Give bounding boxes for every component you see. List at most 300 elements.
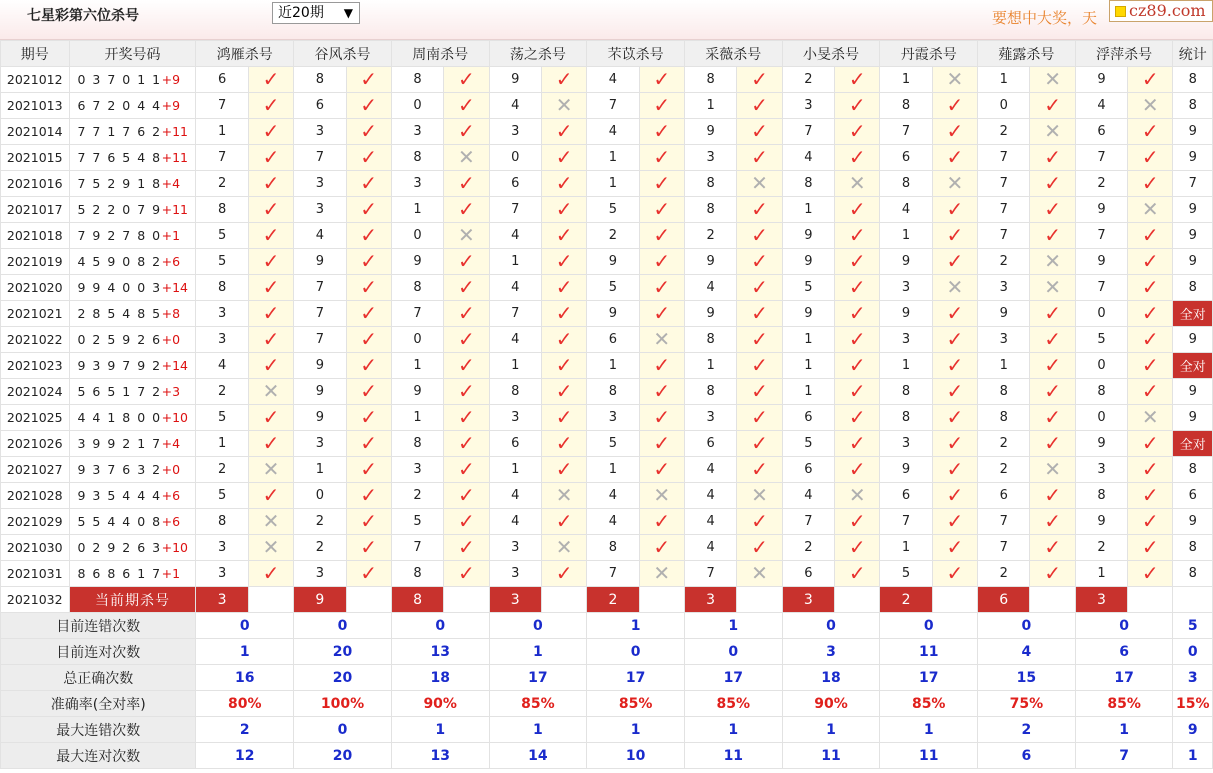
- stats-value: 1: [880, 717, 978, 743]
- header-draw-numbers: 开奖号码: [69, 41, 196, 67]
- check-mark-icon: ✓: [946, 483, 964, 507]
- kill-number: 6: [684, 431, 736, 457]
- header-method-7: 小旻杀号: [782, 41, 880, 67]
- issue-cell: 2021012: [1, 67, 70, 93]
- kill-number: 1: [880, 67, 932, 93]
- kill-number: 0: [1075, 353, 1127, 379]
- check-mark-icon: ✓: [458, 431, 475, 455]
- row-stat: 全对: [1173, 301, 1213, 327]
- check-mark-icon: ✓: [653, 223, 671, 247]
- stats-value: 0: [880, 613, 978, 639]
- kill-number: 7: [294, 301, 346, 327]
- kill-number: 8: [1075, 379, 1127, 405]
- stats-row: [1, 743, 1213, 769]
- kill-number: 9: [782, 223, 834, 249]
- stats-value: 80%: [196, 691, 294, 717]
- result-mark: [639, 301, 684, 327]
- result-mark: [248, 457, 293, 483]
- result-mark: [932, 483, 977, 509]
- kill-number: 3: [880, 431, 932, 457]
- kill-number: 9: [880, 249, 932, 275]
- draw-sum: +10: [161, 540, 188, 555]
- stats-total: 15%: [1173, 691, 1213, 717]
- kill-number: 1: [587, 353, 639, 379]
- result-mark: [835, 197, 880, 223]
- table-row: [1, 145, 1213, 171]
- check-mark-icon: ✓: [360, 509, 378, 533]
- result-mark: [835, 327, 880, 353]
- issue-cell: 2021027: [1, 457, 70, 483]
- result-mark: [346, 223, 391, 249]
- result-mark: [639, 119, 684, 145]
- draw-sum: +4: [161, 176, 181, 191]
- kill-number: 8: [391, 275, 443, 301]
- stats-label: 最大连错次数: [1, 717, 196, 743]
- check-mark-icon: ✓: [360, 457, 378, 481]
- table-row: [1, 561, 1213, 587]
- kill-number: 8: [196, 197, 248, 223]
- issue-cell: 2021028: [1, 483, 70, 509]
- result-mark: [932, 379, 977, 405]
- stats-value: 0: [489, 613, 587, 639]
- current-label: 当前期杀号: [69, 587, 196, 613]
- issue-cell: 2021021: [1, 301, 70, 327]
- check-mark-icon: ✓: [946, 431, 964, 455]
- kill-number: 6: [1075, 119, 1127, 145]
- result-mark: [346, 145, 391, 171]
- header-method-5: 芣苡杀号: [587, 41, 685, 67]
- stats-value: 85%: [489, 691, 587, 717]
- check-mark-icon: ✓: [946, 535, 964, 559]
- kill-number: 0: [391, 223, 443, 249]
- result-mark: [541, 457, 586, 483]
- check-mark-icon: ✓: [751, 275, 768, 299]
- result-mark: [1030, 405, 1075, 431]
- stats-value: 17: [880, 665, 978, 691]
- check-mark-icon: ✓: [1141, 275, 1159, 299]
- result-mark: [541, 509, 586, 535]
- result-mark: [346, 93, 391, 119]
- result-mark: [1030, 93, 1075, 119]
- kill-number: 4: [587, 67, 639, 93]
- check-mark-icon: ✓: [946, 353, 964, 377]
- result-mark: [248, 561, 293, 587]
- draw-numbers: 0 3 7 0 1 1: [77, 72, 162, 87]
- stats-value: 1: [782, 717, 880, 743]
- check-mark-icon: ✓: [751, 223, 768, 247]
- kill-number: 4: [587, 119, 639, 145]
- check-mark-icon: ✓: [262, 145, 280, 169]
- kill-number: 3: [880, 327, 932, 353]
- current-empty: [932, 587, 977, 613]
- kill-number: 2: [978, 561, 1030, 587]
- kill-number: 4: [684, 275, 736, 301]
- kill-number-table: [0, 40, 1213, 769]
- current-empty: [541, 587, 586, 613]
- kill-number: 1: [684, 93, 736, 119]
- draw-numbers: 7 7 6 5 4 8: [77, 150, 162, 165]
- result-mark: [639, 509, 684, 535]
- kill-number: 3: [391, 457, 443, 483]
- kill-number: 8: [684, 379, 736, 405]
- kill-number: 7: [587, 561, 639, 587]
- result-mark: [1128, 93, 1173, 119]
- kill-number: 9: [294, 405, 346, 431]
- table-row: [1, 93, 1213, 119]
- current-stat-empty: [1173, 587, 1213, 613]
- check-mark-icon: ✓: [262, 171, 280, 195]
- kill-number: 8: [978, 379, 1030, 405]
- kill-number: 1: [196, 119, 248, 145]
- kill-number: 8: [391, 431, 443, 457]
- draw-numbers: 3 9 9 2 1 7: [77, 436, 162, 451]
- check-mark-icon: ✓: [555, 457, 573, 481]
- current-empty: [1128, 587, 1173, 613]
- table-row: [1, 171, 1213, 197]
- stats-label: 总正确次数: [1, 665, 196, 691]
- kill-number: 7: [587, 93, 639, 119]
- stats-row: [1, 691, 1213, 717]
- draw-numbers-cell: [69, 353, 196, 379]
- draw-sum: +6: [161, 488, 181, 503]
- result-mark: [1030, 223, 1075, 249]
- issue-cell: 2021016: [1, 171, 70, 197]
- row-stat: 8: [1173, 93, 1213, 119]
- stats-value: 0: [196, 613, 294, 639]
- row-stat: 8: [1173, 67, 1213, 93]
- stats-value: 17: [684, 665, 782, 691]
- kill-number: 7: [684, 561, 736, 587]
- result-mark: [639, 431, 684, 457]
- check-mark-icon: ✓: [751, 457, 768, 481]
- kill-number: 8: [391, 561, 443, 587]
- check-mark-icon: ✓: [751, 145, 768, 169]
- check-mark-icon: ✓: [360, 535, 378, 559]
- kill-number: 6: [489, 431, 541, 457]
- check-mark-icon: ✓: [555, 327, 573, 351]
- cross-mark-icon: ✕: [458, 145, 475, 169]
- kill-number: 5: [587, 431, 639, 457]
- check-mark-icon: ✓: [360, 67, 378, 91]
- result-mark: [1030, 561, 1075, 587]
- result-mark: [444, 67, 489, 93]
- result-mark: [835, 431, 880, 457]
- stats-value: 0: [294, 717, 392, 743]
- cross-mark-icon: ✕: [262, 535, 280, 559]
- check-mark-icon: ✓: [1044, 145, 1061, 169]
- kill-number: 4: [489, 483, 541, 509]
- check-mark-icon: ✓: [653, 249, 671, 273]
- issue-cell: 2021015: [1, 145, 70, 171]
- stats-value: 11: [684, 743, 782, 769]
- kill-number: 8: [782, 171, 834, 197]
- result-mark: [835, 457, 880, 483]
- kill-number: 5: [1075, 327, 1127, 353]
- check-mark-icon: ✓: [848, 535, 866, 559]
- check-mark-icon: ✓: [1141, 145, 1159, 169]
- stats-value: 0: [391, 613, 489, 639]
- kill-number: 0: [391, 327, 443, 353]
- check-mark-icon: ✓: [653, 509, 671, 533]
- result-mark: [444, 119, 489, 145]
- result-mark: [737, 379, 782, 405]
- kill-number: 0: [391, 93, 443, 119]
- kill-number: 4: [489, 327, 541, 353]
- draw-numbers: 0 2 9 2 6 3: [77, 540, 162, 555]
- result-mark: [444, 379, 489, 405]
- kill-number: 5: [196, 249, 248, 275]
- result-mark: [1128, 197, 1173, 223]
- check-mark-icon: ✓: [653, 93, 671, 117]
- header-method-8: 丹霞杀号: [880, 41, 978, 67]
- kill-number: 3: [782, 93, 834, 119]
- check-mark-icon: ✓: [458, 405, 475, 429]
- kill-number: 5: [196, 405, 248, 431]
- draw-numbers-cell: [69, 405, 196, 431]
- result-mark: [932, 67, 977, 93]
- check-mark-icon: ✓: [751, 119, 768, 143]
- kill-number: 9: [1075, 249, 1127, 275]
- stats-total: 1: [1173, 743, 1213, 769]
- stats-value: 1: [684, 717, 782, 743]
- kill-number: 9: [684, 301, 736, 327]
- result-mark: [346, 275, 391, 301]
- check-mark-icon: ✓: [262, 197, 280, 221]
- check-mark-icon: ✓: [555, 171, 573, 195]
- kill-number: 7: [196, 93, 248, 119]
- cross-mark-icon: ✕: [458, 223, 475, 247]
- check-mark-icon: ✓: [946, 379, 964, 403]
- stats-value: 75%: [978, 691, 1076, 717]
- check-mark-icon: ✓: [946, 327, 964, 351]
- period-select-value: 近20期: [278, 5, 324, 21]
- result-mark: [737, 405, 782, 431]
- result-mark: [444, 483, 489, 509]
- result-mark: [444, 561, 489, 587]
- draw-sum: +1: [161, 228, 181, 243]
- result-mark: [1030, 457, 1075, 483]
- kill-number: 2: [1075, 535, 1127, 561]
- result-mark: [835, 509, 880, 535]
- kill-number: 1: [782, 197, 834, 223]
- kill-number: 3: [489, 561, 541, 587]
- draw-numbers: 7 9 2 7 8 0: [77, 228, 162, 243]
- kill-number: 3: [684, 145, 736, 171]
- top-bar: [0, 0, 1213, 40]
- result-mark: [444, 535, 489, 561]
- check-mark-icon: ✓: [555, 301, 573, 325]
- kill-number: 3: [391, 119, 443, 145]
- check-mark-icon: ✓: [360, 145, 378, 169]
- check-mark-icon: ✓: [458, 353, 475, 377]
- result-mark: [835, 145, 880, 171]
- check-mark-icon: ✓: [262, 275, 280, 299]
- kill-number: 0: [489, 145, 541, 171]
- result-mark: [1128, 509, 1173, 535]
- kill-number: 2: [294, 509, 346, 535]
- stats-row: [1, 613, 1213, 639]
- stats-value: 4: [978, 639, 1076, 665]
- result-mark: [541, 171, 586, 197]
- kill-number: 0: [978, 93, 1030, 119]
- result-mark: [541, 483, 586, 509]
- stats-value: 7: [1075, 743, 1173, 769]
- result-mark: [1128, 171, 1173, 197]
- result-mark: [639, 67, 684, 93]
- current-kill-number: 3: [1075, 587, 1127, 613]
- kill-number: 4: [880, 197, 932, 223]
- check-mark-icon: ✓: [848, 119, 866, 143]
- cross-mark-icon: ✕: [1141, 197, 1159, 221]
- stats-value: 1: [489, 717, 587, 743]
- check-mark-icon: ✓: [1141, 483, 1159, 507]
- check-mark-icon: ✓: [458, 249, 475, 273]
- check-mark-icon: ✓: [458, 457, 475, 481]
- kill-number: 7: [782, 509, 834, 535]
- result-mark: [1128, 145, 1173, 171]
- kill-number: 3: [587, 405, 639, 431]
- kill-number: 8: [196, 275, 248, 301]
- result-mark: [248, 405, 293, 431]
- result-mark: [737, 119, 782, 145]
- issue-cell: 2021029: [1, 509, 70, 535]
- stats-value: 13: [391, 639, 489, 665]
- kill-number: 0: [1075, 301, 1127, 327]
- table-row: [1, 197, 1213, 223]
- kill-number: 1: [880, 353, 932, 379]
- kill-number: 2: [978, 119, 1030, 145]
- check-mark-icon: ✓: [751, 249, 768, 273]
- cross-mark-icon: ✕: [946, 67, 964, 91]
- result-mark: [1030, 327, 1075, 353]
- kill-number: 3: [1075, 457, 1127, 483]
- draw-numbers-cell: [69, 483, 196, 509]
- kill-number: 8: [489, 379, 541, 405]
- stats-value: 6: [1075, 639, 1173, 665]
- result-mark: [541, 119, 586, 145]
- check-mark-icon: ✓: [946, 223, 964, 247]
- draw-numbers-cell: [69, 223, 196, 249]
- row-stat: 全对: [1173, 353, 1213, 379]
- kill-number: 2: [294, 535, 346, 561]
- stats-value: 17: [587, 665, 685, 691]
- kill-number: 9: [880, 457, 932, 483]
- stats-row: [1, 717, 1213, 743]
- check-mark-icon: ✓: [848, 431, 866, 455]
- result-mark: [932, 171, 977, 197]
- kill-number: 7: [978, 171, 1030, 197]
- result-mark: [639, 249, 684, 275]
- current-empty: [346, 587, 391, 613]
- stats-value: 11: [880, 639, 978, 665]
- result-mark: [1128, 249, 1173, 275]
- period-select[interactable]: [272, 2, 360, 24]
- kill-number: 7: [978, 197, 1030, 223]
- kill-number: 6: [880, 145, 932, 171]
- header-method-10: 浮萍杀号: [1075, 41, 1173, 67]
- check-mark-icon: ✓: [1141, 457, 1159, 481]
- result-mark: [737, 561, 782, 587]
- stats-value: 17: [489, 665, 587, 691]
- result-mark: [932, 561, 977, 587]
- result-mark: [932, 93, 977, 119]
- result-mark: [248, 535, 293, 561]
- kill-number: 8: [294, 67, 346, 93]
- result-mark: [346, 171, 391, 197]
- row-stat: 9: [1173, 197, 1213, 223]
- result-mark: [1128, 327, 1173, 353]
- check-mark-icon: ✓: [653, 197, 671, 221]
- kill-number: 1: [587, 457, 639, 483]
- kill-number: 8: [684, 67, 736, 93]
- check-mark-icon: ✓: [946, 145, 964, 169]
- header-method-6: 采薇杀号: [684, 41, 782, 67]
- stats-value: 11: [880, 743, 978, 769]
- check-mark-icon: ✓: [751, 405, 768, 429]
- stats-value: 20: [294, 743, 392, 769]
- draw-numbers-cell: [69, 431, 196, 457]
- check-mark-icon: ✓: [262, 93, 280, 117]
- cross-mark-icon: ✕: [555, 483, 573, 507]
- kill-number: 7: [978, 223, 1030, 249]
- kill-number: 1: [782, 353, 834, 379]
- issue-cell: 2021018: [1, 223, 70, 249]
- cross-mark-icon: ✕: [653, 561, 671, 585]
- check-mark-icon: ✓: [555, 275, 573, 299]
- cross-mark-icon: ✕: [946, 275, 964, 299]
- draw-numbers: 7 5 2 9 1 8: [77, 176, 162, 191]
- result-mark: [541, 93, 586, 119]
- kill-number: 6: [587, 327, 639, 353]
- result-mark: [248, 353, 293, 379]
- kill-number: 4: [684, 509, 736, 535]
- check-mark-icon: ✓: [653, 275, 671, 299]
- current-issue: 2021032: [1, 587, 70, 613]
- kill-number: 6: [880, 483, 932, 509]
- kill-number: 1: [880, 535, 932, 561]
- site-logo[interactable]: [1109, 0, 1213, 22]
- result-mark: [248, 431, 293, 457]
- check-mark-icon: ✓: [751, 93, 768, 117]
- result-mark: [346, 197, 391, 223]
- row-stat: 7: [1173, 171, 1213, 197]
- result-mark: [835, 119, 880, 145]
- result-mark: [932, 301, 977, 327]
- result-mark: [932, 119, 977, 145]
- check-mark-icon: ✓: [555, 67, 573, 91]
- check-mark-icon: ✓: [751, 301, 768, 325]
- check-mark-icon: ✓: [1044, 93, 1061, 117]
- result-mark: [346, 457, 391, 483]
- issue-cell: 2021026: [1, 431, 70, 457]
- check-mark-icon: ✓: [946, 197, 964, 221]
- draw-numbers-cell: [69, 301, 196, 327]
- check-mark-icon: ✓: [1141, 249, 1159, 273]
- stats-value: 0: [684, 639, 782, 665]
- cross-mark-icon: ✕: [848, 171, 866, 195]
- kill-number: 4: [782, 145, 834, 171]
- issue-cell: 2021020: [1, 275, 70, 301]
- check-mark-icon: ✓: [1141, 561, 1159, 585]
- stats-value: 13: [391, 743, 489, 769]
- result-mark: [444, 405, 489, 431]
- check-mark-icon: ✓: [360, 379, 378, 403]
- stats-value: 15: [978, 665, 1076, 691]
- current-empty: [737, 587, 782, 613]
- table-row: [1, 457, 1213, 483]
- logo-text: cz89.com: [1129, 1, 1206, 20]
- check-mark-icon: ✓: [458, 119, 475, 143]
